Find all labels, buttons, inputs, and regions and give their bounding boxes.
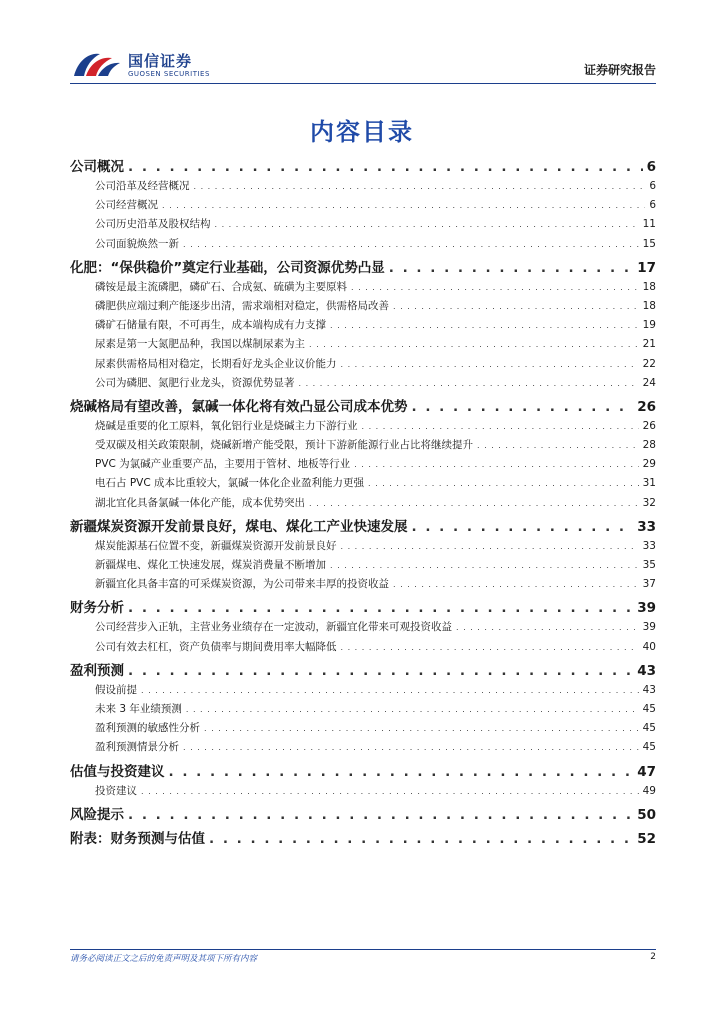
toc-entry-title: 磷矿石储量有限，不可再生，成本端构成有力支撑 bbox=[95, 319, 326, 332]
toc-entry-title: 新疆宜化具备丰富的可采煤炭资源，为公司带来丰厚的投资收益 bbox=[95, 578, 389, 591]
toc-section-link[interactable] bbox=[70, 595, 656, 619]
toc-entry-page: 11 bbox=[642, 218, 656, 231]
toc-entry-title: 估值与投资建议 bbox=[70, 763, 165, 780]
toc-entry-title: 新疆煤电、煤化工快速发展，煤炭消费量不断增加 bbox=[95, 559, 326, 571]
toc-subsection-link[interactable] bbox=[70, 279, 656, 298]
toc-entry-title: 磷铵是最主流磷肥，磷矿石、合成氨、硫磺为主要原料 bbox=[95, 280, 347, 293]
toc-subsection-link[interactable] bbox=[70, 336, 656, 355]
toc-section-link[interactable] bbox=[70, 394, 656, 418]
toc-entry-page: 49 bbox=[642, 784, 656, 797]
logo-en-text: GUOSEN SECURITIES bbox=[128, 69, 210, 78]
toc-subsection-link[interactable] bbox=[70, 701, 656, 720]
toc-entry-page: 45 bbox=[642, 722, 656, 735]
toc-section-link[interactable] bbox=[70, 514, 656, 538]
toc-entry-page: 39 bbox=[637, 600, 656, 617]
toc-leader-dots bbox=[215, 220, 639, 229]
report-type-label: 证券研究报告 bbox=[583, 63, 656, 77]
toc-entry-page: 32 bbox=[642, 496, 656, 509]
toc-subsection-link[interactable] bbox=[70, 682, 656, 701]
toc-entry-page: 33 bbox=[637, 518, 656, 535]
toc-entry-page: 45 bbox=[642, 702, 656, 715]
toc-subsection-link[interactable] bbox=[70, 739, 656, 758]
toc-leader-dots bbox=[204, 724, 639, 733]
toc-entry-page: 50 bbox=[637, 806, 656, 823]
toc-leader-dots bbox=[351, 283, 639, 292]
toc-leader-dots bbox=[341, 542, 639, 551]
toc-leader-dots bbox=[128, 159, 643, 175]
toc-leader-dots bbox=[128, 663, 633, 679]
toc-leader-dots bbox=[128, 807, 633, 823]
page-header bbox=[70, 48, 656, 84]
footer-divider bbox=[70, 949, 656, 950]
toc-entry-title: 盈利预测的敏感性分析 bbox=[95, 722, 200, 735]
toc-entry-title: 未来 3 年业绩预测 bbox=[95, 702, 182, 715]
toc-entry-page: 28 bbox=[642, 439, 656, 452]
toc-entry-title: 电石占 PVC 成本比重较大，氯碱一体化企业盈利能力更强 bbox=[95, 477, 365, 490]
toc-subsection-link[interactable] bbox=[70, 356, 656, 375]
toc-subsection-link[interactable] bbox=[70, 317, 656, 336]
header-divider bbox=[70, 83, 656, 84]
toc-subsection-link[interactable] bbox=[70, 495, 656, 514]
toc-entry-title: 盈利预测 bbox=[70, 662, 124, 679]
toc-entry-title: 磷肥供应端过剩产能逐步出清，需求端相对稳定，供需格局改善 bbox=[95, 299, 389, 312]
toc-section-link[interactable] bbox=[70, 826, 656, 850]
toc-entry-title: 公司历史沿革及股权结构 bbox=[95, 218, 211, 231]
page-number: 2 bbox=[650, 952, 656, 962]
toc-subsection-link[interactable] bbox=[70, 538, 656, 557]
toc-entry-page: 6 bbox=[649, 180, 656, 192]
toc-entry-title: 新疆煤炭资源开发前景良好，煤电、煤化工产业快速发展 bbox=[70, 518, 408, 535]
toc-entry-page: 43 bbox=[637, 662, 656, 679]
toc-leader-dots bbox=[477, 441, 639, 450]
guosen-logo bbox=[70, 50, 210, 80]
toc-leader-dots bbox=[141, 686, 639, 695]
toc-leader-dots bbox=[128, 600, 633, 616]
guosen-logo-icon bbox=[70, 50, 122, 80]
toc-title: 内容目录 bbox=[310, 118, 414, 146]
toc-entry-title: 财务分析 bbox=[70, 600, 124, 617]
toc-entry-title: 附表：财务预测与估值 bbox=[70, 830, 205, 847]
toc-subsection-link[interactable] bbox=[70, 557, 656, 576]
toc-subsection-link[interactable] bbox=[70, 475, 656, 494]
toc-entry-title: 公司沿革及经营概况 bbox=[95, 180, 190, 192]
toc-section-link[interactable] bbox=[70, 802, 656, 826]
toc-entry-page: 47 bbox=[637, 763, 656, 780]
toc-entry-title: 风险提示 bbox=[70, 806, 124, 823]
toc-leader-dots bbox=[141, 787, 639, 796]
toc-entry-page: 26 bbox=[637, 398, 656, 415]
toc-section-link[interactable] bbox=[70, 658, 656, 682]
toc-entry-title: 公司经营步入正轨，主营业务业绩存在一定波动，新疆宜化带来可观投资收益 bbox=[95, 621, 452, 634]
toc-entry-page: 40 bbox=[642, 640, 656, 653]
toc-entry-page: 33 bbox=[642, 539, 656, 552]
toc-entry-title: 公司面貌焕然一新 bbox=[95, 237, 179, 250]
toc-leader-dots bbox=[330, 321, 639, 330]
toc-entry-title: 盈利预测情景分析 bbox=[95, 741, 179, 754]
toc-entry-title: 公司概况 bbox=[70, 159, 124, 175]
toc-leader-dots bbox=[456, 623, 639, 632]
toc-entry-title: 烧碱格局有望改善，氯碱一体化将有效凸显公司成本优势 bbox=[70, 398, 408, 415]
toc-entry-page: 21 bbox=[642, 338, 656, 351]
toc-entry-page: 35 bbox=[642, 559, 656, 571]
toc-entry-page: 24 bbox=[642, 376, 656, 389]
toc-entry-title: 投资建议 bbox=[95, 784, 137, 797]
toc-leader-dots bbox=[368, 479, 639, 488]
toc-entry-title: 公司为磷肥、氮肥行业龙头，资源优势显著 bbox=[95, 376, 295, 389]
toc-subsection-link[interactable] bbox=[70, 418, 656, 437]
toc-section-link[interactable] bbox=[70, 255, 656, 279]
toc-leader-dots bbox=[341, 643, 639, 652]
toc-subsection-link[interactable] bbox=[70, 375, 656, 394]
toc-entry-page: 18 bbox=[642, 280, 656, 293]
toc-entry-title: 公司有效去杠杠，资产负债率与期间费用率大幅降低 bbox=[95, 640, 337, 653]
toc-leader-dots bbox=[362, 422, 639, 431]
toc-leader-dots bbox=[309, 499, 639, 508]
toc-entry-title: 假设前提 bbox=[95, 683, 137, 696]
toc-entry-page: 43 bbox=[642, 683, 656, 696]
toc-subsection-link[interactable] bbox=[70, 456, 656, 475]
toc-leader-dots bbox=[169, 764, 634, 780]
toc-entry-page: 19 bbox=[642, 319, 656, 332]
toc-leader-dots bbox=[183, 240, 639, 249]
toc-entry-page: 45 bbox=[642, 741, 656, 754]
toc-subsection-link[interactable] bbox=[70, 437, 656, 456]
toc-subsection-link[interactable] bbox=[70, 639, 656, 658]
toc-leader-dots bbox=[309, 340, 639, 349]
toc-subsection-link[interactable] bbox=[70, 298, 656, 317]
toc-subsection-link[interactable] bbox=[70, 576, 656, 595]
toc-leader-dots bbox=[393, 580, 639, 589]
toc-entry-title: 尿素供需格局相对稳定，长期看好龙头企业议价能力 bbox=[95, 357, 337, 370]
toc-entry-title: 尿素是第一大氮肥品种，我国以煤制尿素为主 bbox=[95, 338, 305, 351]
toc-entry-title: 公司经营概况 bbox=[95, 199, 158, 212]
toc-subsection-link[interactable] bbox=[70, 619, 656, 638]
toc-entry-page: 29 bbox=[642, 458, 656, 471]
toc-entry-title: 受双碳及相关政策限制，烧碱新增产能受限，预计下游新能源行业占比将继续提升 bbox=[95, 439, 473, 452]
toc-subsection-link[interactable] bbox=[70, 178, 656, 197]
toc-entry-page: 15 bbox=[642, 237, 656, 250]
toc-entry-page: 6 bbox=[649, 199, 656, 212]
toc-subsection-link[interactable] bbox=[70, 783, 656, 802]
toc-section-link[interactable] bbox=[70, 154, 656, 178]
toc-entry-page: 52 bbox=[637, 830, 656, 847]
toc-entry-title: 烧碱是重要的化工原料，氧化铝行业是烧碱主力下游行业 bbox=[95, 419, 358, 432]
toc-entry-page: 6 bbox=[646, 159, 656, 175]
footer-disclaimer: 请务必阅读正文之后的免责声明及其项下所有内容 bbox=[70, 954, 258, 964]
toc-leader-dots bbox=[389, 260, 633, 276]
toc-leader-dots bbox=[162, 201, 645, 210]
toc-subsection-link[interactable] bbox=[70, 197, 656, 216]
toc-leader-dots bbox=[341, 360, 639, 369]
toc-leader-dots bbox=[412, 519, 634, 535]
toc-entry-title: 湖北宜化具备氯碱一体化产能，成本优势突出 bbox=[95, 496, 305, 509]
toc-entry-title: PVC 为氯碱产业重要产品，主要用于管材、地板等行业 bbox=[95, 458, 351, 471]
toc-leader-dots bbox=[354, 460, 638, 469]
toc-leader-dots bbox=[209, 831, 633, 847]
toc-entry-page: 18 bbox=[642, 299, 656, 312]
toc-section-link[interactable] bbox=[70, 759, 656, 783]
toc-entry-page: 39 bbox=[642, 621, 656, 634]
toc-subsection-link[interactable] bbox=[70, 720, 656, 739]
toc-entry-title: 化肥：“保供稳价”奠定行业基础，公司资源优势凸显 bbox=[70, 259, 385, 276]
toc-leader-dots bbox=[393, 302, 639, 311]
toc-entry-page: 37 bbox=[642, 578, 656, 591]
toc-entry-title: 煤炭能源基石位置不变，新疆煤炭资源开发前景良好 bbox=[95, 539, 337, 552]
toc-leader-dots bbox=[412, 399, 634, 415]
toc-leader-dots bbox=[299, 379, 639, 388]
toc-entry-page: 17 bbox=[637, 259, 656, 276]
toc-leader-dots bbox=[330, 561, 639, 570]
toc-subsection-link[interactable] bbox=[70, 216, 656, 235]
toc-leader-dots bbox=[183, 743, 639, 752]
toc-leader-dots bbox=[186, 705, 639, 714]
toc-subsection-link[interactable] bbox=[70, 236, 656, 255]
toc-entry-page: 31 bbox=[642, 477, 656, 490]
toc-leader-dots bbox=[194, 182, 646, 191]
toc-entry-page: 22 bbox=[642, 357, 656, 370]
table-of-contents bbox=[70, 154, 656, 850]
toc-entry-page: 26 bbox=[642, 419, 656, 432]
logo-cn-text: 国信证券 bbox=[128, 51, 193, 70]
